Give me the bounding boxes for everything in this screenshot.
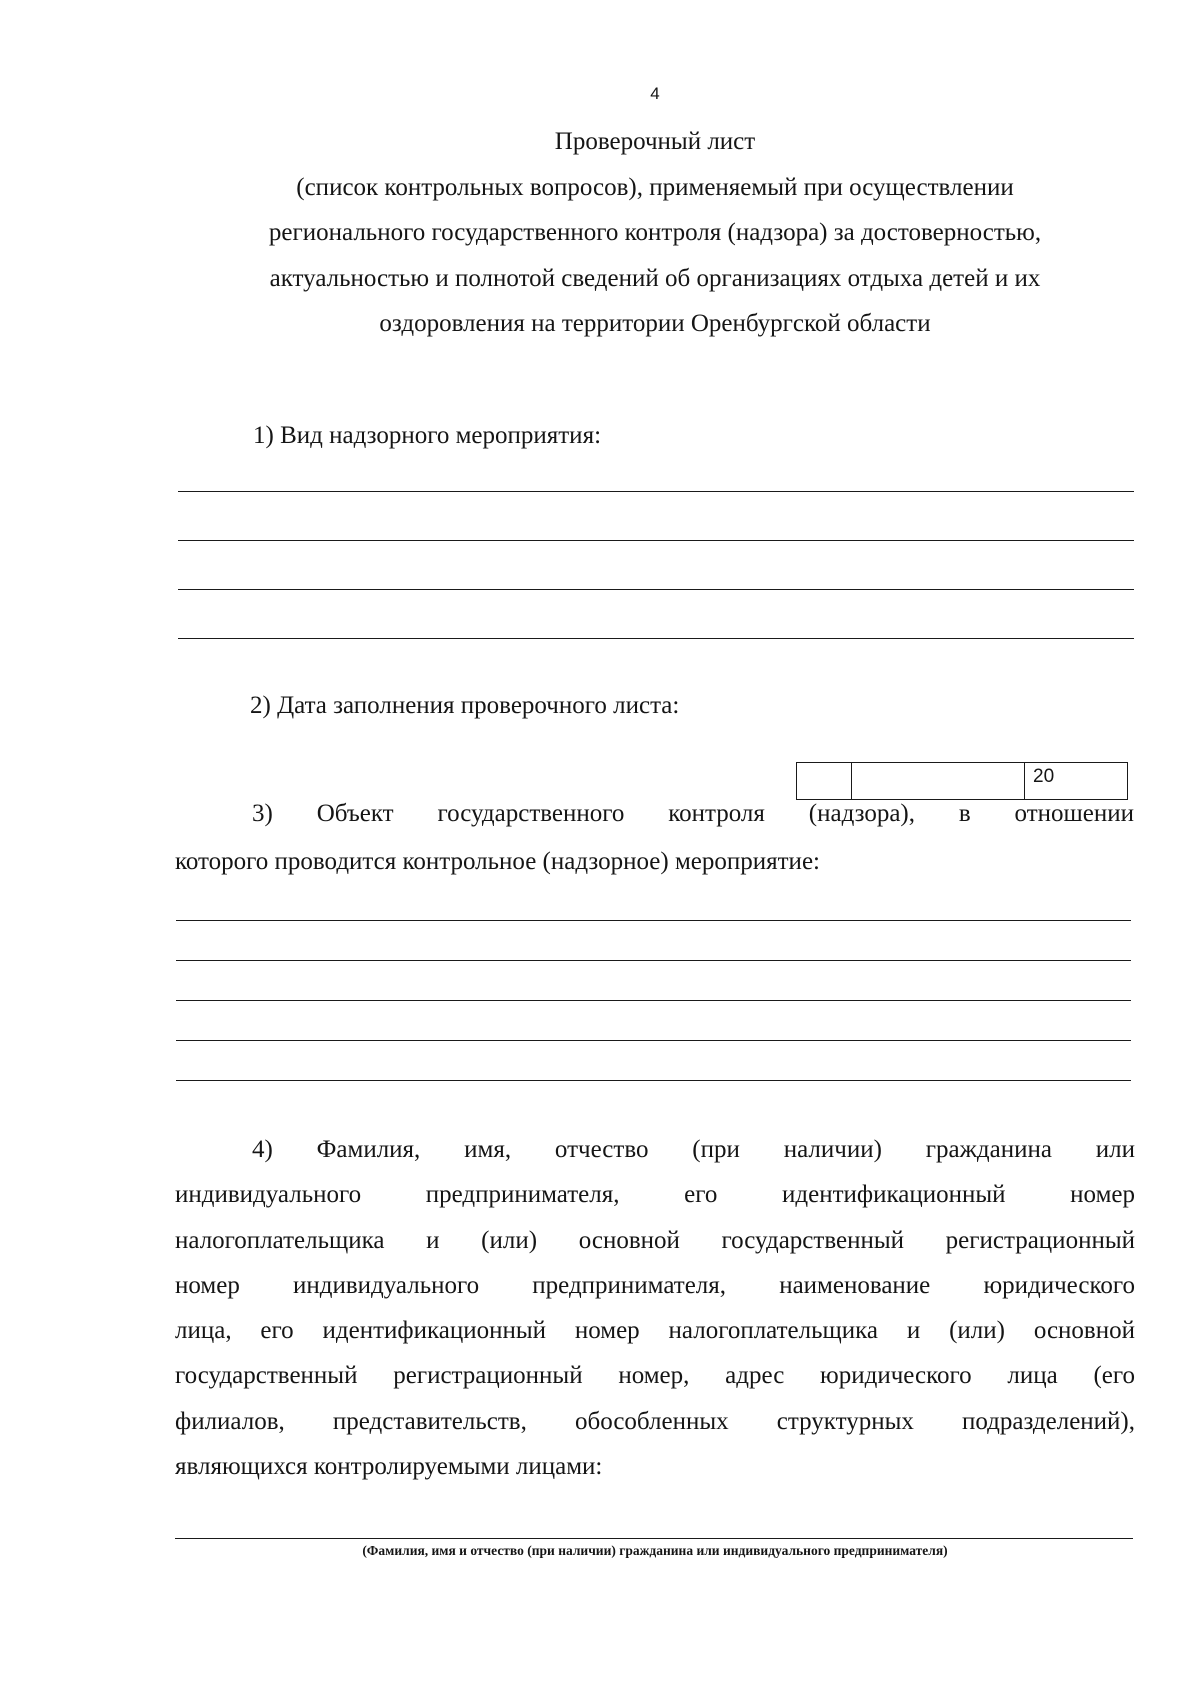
section-3-fill-line-2[interactable] bbox=[176, 960, 1131, 961]
section-3-line-2: которого проводится контрольное (надзорное) мероприятие: bbox=[175, 848, 820, 875]
section-1-fill-line-3[interactable] bbox=[178, 589, 1134, 590]
name-fill-line[interactable] bbox=[175, 1538, 1133, 1539]
date-year-cell[interactable]: 20 bbox=[1033, 766, 1055, 787]
section-4-line-4: номер индивидуального предпринимателя, наименование юридического bbox=[175, 1271, 1135, 1299]
title-line-5: оздоровления на территории Оренбургской области bbox=[379, 310, 931, 337]
section-4-line-5: лица, его идентификационный номер налогоплательщика и (или) основной bbox=[175, 1317, 1135, 1345]
section-2-label: 2) Дата заполнения проверочного листа: bbox=[250, 692, 680, 719]
section-4-line-2: индивидуального предпринимателя, его идентификационный номер bbox=[175, 1181, 1135, 1209]
title-line-4: актуальностью и полнотой сведений об организациях отдыха детей и их bbox=[269, 264, 1041, 292]
section-3-fill-line-3[interactable] bbox=[176, 1000, 1131, 1001]
title-line-2: (список контрольных вопросов), применяемый при осуществлении bbox=[296, 173, 1014, 201]
section-1-fill-line-4[interactable] bbox=[178, 638, 1134, 639]
section-4-paragraph bbox=[175, 1127, 1135, 1489]
section-3-fill-line-5[interactable] bbox=[176, 1080, 1131, 1081]
section-4-line-1: 4) Фамилия, имя, отчество (при наличии) гражданина или bbox=[252, 1136, 1135, 1163]
date-month-cell[interactable] bbox=[852, 763, 1025, 799]
date-entry-box bbox=[796, 762, 1128, 800]
section-1-label: 1) Вид надзорного мероприятия: bbox=[253, 422, 602, 449]
name-field-caption: (Фамилия, имя и отчество (при наличии) гражданина или индивидуального предпринимателя) bbox=[362, 1543, 948, 1558]
section-3-line-1: 3) Объект государственного контроля (надзора), в отношении bbox=[252, 800, 1134, 827]
title-line-3: регионального государственного контроля (надзора) за достоверностью, bbox=[268, 219, 1042, 246]
page-number: 4 bbox=[650, 84, 660, 103]
title-line-1: Проверочный лист bbox=[554, 128, 756, 155]
section-1-fill-line-2[interactable] bbox=[178, 540, 1134, 541]
section-4-line-8: являющихся контролируемыми лицами: bbox=[175, 1453, 603, 1481]
document-title bbox=[200, 119, 1110, 347]
date-day-cell[interactable] bbox=[797, 763, 852, 799]
section-3-fill-line-4[interactable] bbox=[176, 1040, 1131, 1041]
section-4-line-6: государственный регистрационный номер, адрес юридического лица (его bbox=[175, 1362, 1135, 1390]
section-3-fill-line-1[interactable] bbox=[176, 920, 1131, 921]
section-4-line-7: филиалов, представительств, обособленных структурных подразделений), bbox=[175, 1407, 1135, 1435]
section-1-fill-line-1[interactable] bbox=[178, 491, 1134, 492]
section-4-line-3: налогоплательщика и (или) основной государственный регистрационный bbox=[175, 1226, 1135, 1254]
